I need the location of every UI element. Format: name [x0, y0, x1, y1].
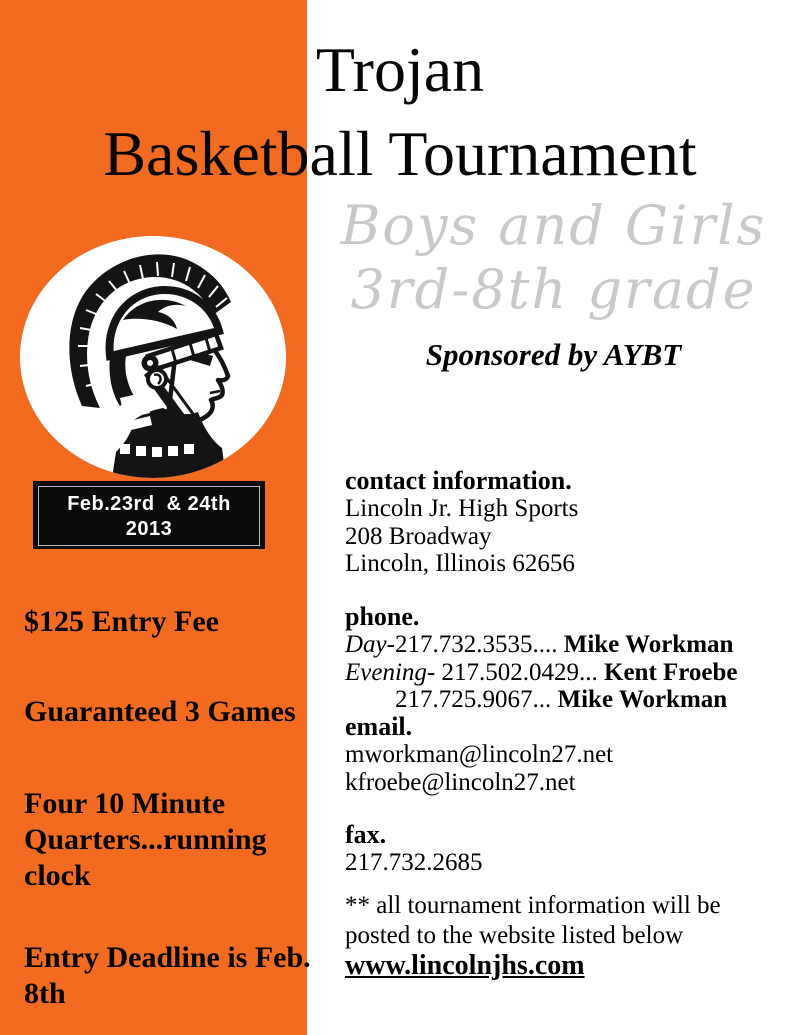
phone-entry-evening — [345, 659, 797, 687]
phone-alt-number: 217.725.9067... — [395, 686, 558, 713]
phone-day-label: Day — [345, 631, 387, 658]
email-heading: email. — [345, 712, 413, 741]
sponsored-by-text: Sponsored by AYBT — [425, 337, 682, 372]
contact-org: Lincoln Jr. High Sports — [345, 495, 579, 522]
fax-number: 217.732.2685 — [345, 849, 483, 876]
title-line-2: Basketball Tournament — [103, 118, 697, 189]
watermark-line-2: 3rd-8th grade — [350, 258, 757, 321]
phone-entry-alt — [345, 686, 797, 714]
trojan-logo — [20, 236, 286, 478]
contact-section — [345, 466, 797, 578]
phone-heading: phone. — [345, 602, 420, 631]
phone-evening-label: Evening — [345, 658, 427, 686]
entry-fee-text: $125 Entry Fee — [24, 605, 219, 638]
footer-note-line-1: ** all tournament information will be — [345, 892, 721, 919]
date-badge-year: 2013 — [125, 517, 173, 540]
phone-day-contact: Mike Workman — [563, 631, 734, 658]
date-badge-dates: Feb.23rd & 24th — [67, 492, 231, 515]
contact-city: Lincoln, Illinois 62656 — [345, 550, 575, 577]
email-address-1: mworkman@lincoln27.net — [345, 741, 614, 768]
footer-note-line-2: posted to the website listed below — [345, 922, 684, 949]
date-badge-frame — [38, 486, 260, 546]
grade-range-watermark — [307, 194, 800, 322]
date-badge — [33, 481, 265, 549]
email-address-2: kfroebe@lincoln27.net — [345, 768, 576, 796]
website-link[interactable]: www.lincolnjhs.com — [345, 950, 585, 981]
contact-street: 208 Broadway — [345, 522, 492, 550]
quarters-format-text: Four 10 Minute Quarters...running clock — [24, 787, 267, 892]
phone-day-number: -217.732.3535.... — [386, 631, 564, 658]
phone-entry-day — [345, 631, 797, 659]
phone-alt-contact: Mike Workman — [557, 686, 728, 713]
footer-note — [345, 891, 797, 981]
phone-evening-contact: Kent Froebe — [604, 658, 738, 686]
title-line-1: Trojan — [315, 34, 485, 105]
watermark-line-1: Boys and Girls — [340, 194, 767, 257]
fax-section — [345, 820, 797, 877]
phone-section — [345, 602, 797, 714]
entry-deadline-text: Entry Deadline is Feb. 8th — [24, 941, 311, 1010]
trojan-head-icon — [20, 236, 286, 478]
phone-evening-number: - 217.502.0429... — [426, 658, 604, 686]
email-section — [345, 712, 797, 796]
guaranteed-games-text: Guaranteed 3 Games — [24, 695, 296, 728]
page-title — [0, 28, 800, 196]
contact-heading: contact information. — [345, 466, 572, 495]
fax-heading: fax. — [345, 820, 387, 849]
